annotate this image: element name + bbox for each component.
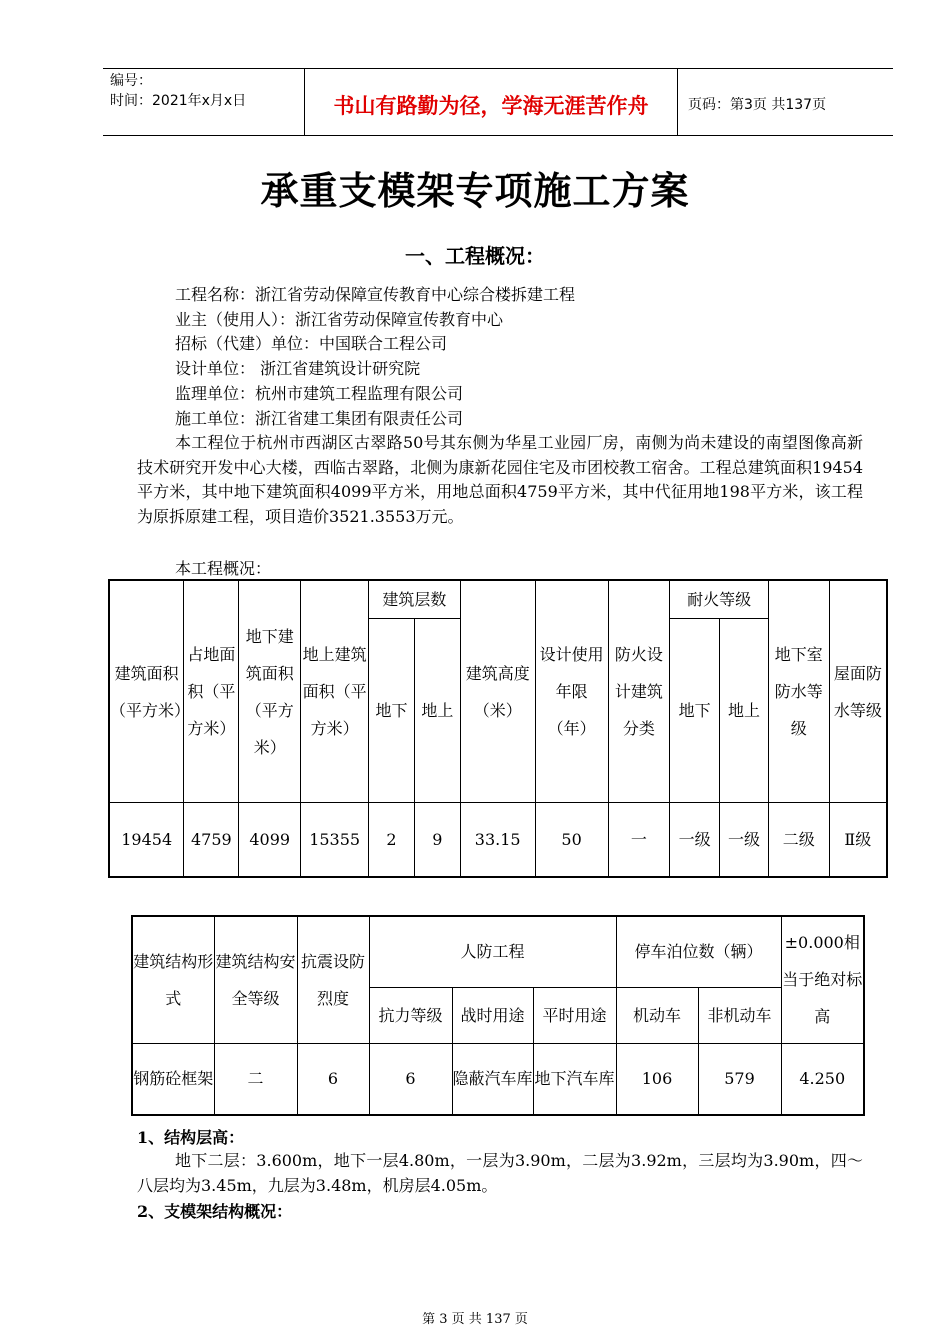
header-cell: 耐火等级 [670,580,769,619]
header-cell: 设计使用年限（年） [535,580,608,803]
table-cell: Ⅱ级 [829,803,887,877]
structure-table [131,915,865,1116]
table-cell: 隐蔽汽车库 [452,1043,533,1115]
page-title: 承重支模架专项施工方案 [260,168,690,213]
section-heading: 一、工程概况： [405,244,545,268]
header-cell: ±0.000相当于绝对标高 [781,916,864,1043]
table-cell: 一级 [720,803,769,877]
header-cell: 建筑高度（米） [460,580,535,803]
info-line: 工程名称：浙江省劳动保障宣传教育中心综合楼拆建工程 [175,285,576,304]
header-cell: 地上 [414,619,460,803]
header-cell: 地下室防水等级 [768,580,829,803]
header-cell: 地上建筑面积（平方米） [301,580,369,803]
table-cell: 4099 [239,803,301,877]
header-cell: 地上 [720,619,769,803]
table-row [132,1043,864,1115]
header-cell: 抗力等级 [369,987,452,1043]
header-cell: 建筑面积（平方米） [109,580,184,803]
header-cell: 地下 [369,619,415,803]
header-cell: 非机动车 [698,987,781,1043]
info-line: 业主（使用人）：浙江省劳动保障宣传教育中心 [175,310,504,329]
table-cell: 33.15 [460,803,535,877]
subsection-heading: 1、结构层高： [137,1128,245,1147]
header-cell: 停车泊位数（辆） [616,916,781,987]
table-cell: 地下汽车库 [533,1043,616,1115]
header-cell: 建筑结构安全等级 [214,916,297,1043]
header-motto: 书山有路勤为径，学海无涯苦作舟 [333,93,649,118]
header-cell: 地下 [670,619,720,803]
table-cell: 15355 [301,803,369,877]
intro-paragraph: 本工程位于杭州市西湖区古翠路50号其东侧为华星工业园厂房，南侧为尚未建设的南望图像高新技术研究开发中心大楼，西临古翠路，北侧为康新花园住宅及市团校教工宿舍。工程总建筑面积19454平方米，其中地下建筑面积4099平方米，用地总面积4759平方米，其中代征用地198平方米，该工程为原拆原建工程，项目造价3521.3553万元。 [137,433,863,526]
header-cell: 机动车 [616,987,698,1043]
info-line: 监理单位：杭州市建筑工程监理有限公司 [175,384,464,403]
table-cell: 19454 [109,803,184,877]
header-cell: 屋面防水等级 [829,580,887,803]
table-cell: 6 [297,1043,369,1115]
page-indicator: 页码：第3页 共137页 [688,97,827,113]
document-number: 编号： [110,73,152,89]
header-cell: 抗震设防烈度 [297,916,369,1043]
header-cell: 防火设计建筑分类 [608,580,670,803]
table-cell: 6 [369,1043,452,1115]
header-cell: 平时用途 [533,987,616,1043]
header-cell: 战时用途 [452,987,533,1043]
header-cell: 人防工程 [369,916,616,987]
info-line: 设计单位： 浙江省建筑设计研究院 [175,359,421,378]
header-cell: 建筑层数 [369,580,461,619]
info-line: 招标（代建）单位：中国联合工程公司 [175,334,448,353]
header-cell: 地下建筑面积（平方米） [239,580,301,803]
document-date: 时间：2021年x月x日 [110,93,247,109]
header-cell: 占地面积（平方米） [184,580,239,803]
table-row [109,803,887,877]
table-cell: 2 [369,803,415,877]
table-cell: 一级 [670,803,720,877]
header-cell: 建筑结构形式 [132,916,214,1043]
table-cell: 钢筋砼框架 [132,1043,214,1115]
table-cell: 4759 [184,803,239,877]
header-bottom-rule [103,135,893,136]
info-line: 施工单位：浙江省建工集团有限责任公司 [175,409,464,428]
table-cell: 4.250 [781,1043,864,1115]
table-cell: 二级 [768,803,829,877]
page-footer: 第 3 页 共 137 页 [422,1312,528,1327]
table-cell: 二 [214,1043,297,1115]
building-overview-table [108,579,888,878]
table-cell: 50 [535,803,608,877]
table-cell: 9 [414,803,460,877]
table-cell: 106 [616,1043,698,1115]
subsection-heading: 2、支模架结构概况： [137,1202,293,1221]
floor-height-paragraph: 地下二层：3.600m，地下一层4.80m，一层为3.90m，二层为3.92m，三层均为3.90m，四～八层均为3.45m，九层为3.48m，机房层4.05m。 [137,1151,863,1195]
header-top-rule [103,68,893,69]
table-cell: 579 [698,1043,781,1115]
header-divider [677,68,678,135]
overview-label: 本工程概况： [175,559,272,578]
table-cell: 一 [608,803,670,877]
